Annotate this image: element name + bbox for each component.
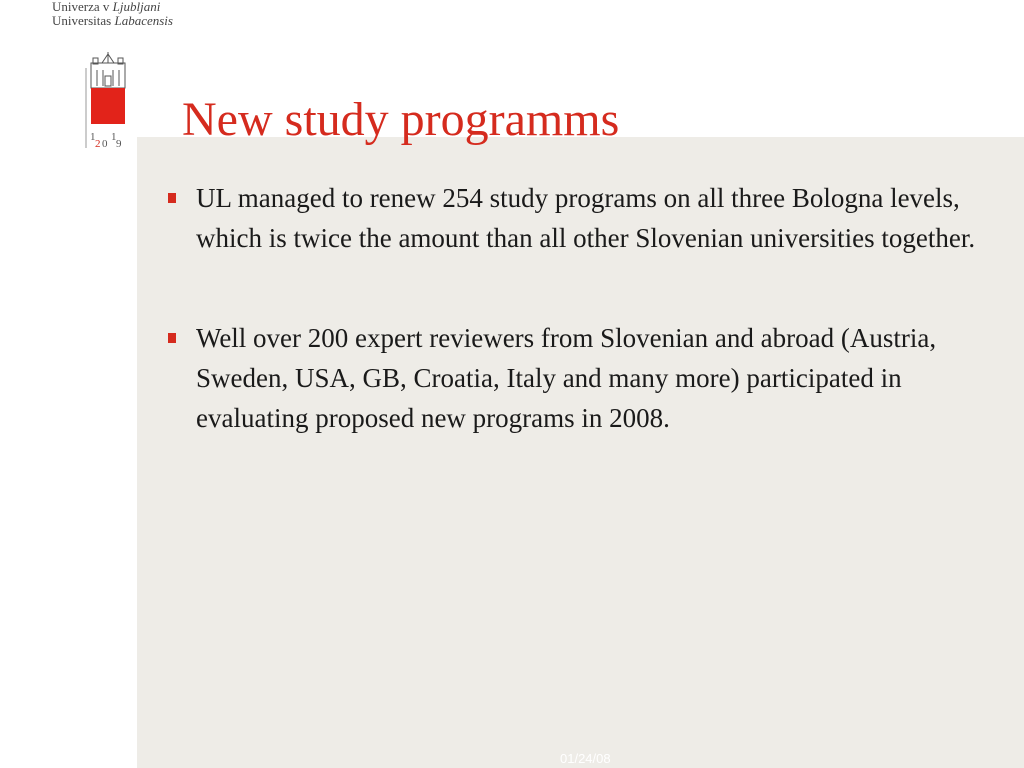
university-name-line2: Universitas Labacensis: [52, 13, 173, 28]
slide-title: New study programms: [182, 93, 620, 146]
university-crest-icon: [78, 48, 138, 158]
bullet-item: [196, 318, 996, 438]
bullet-text: Well over 200 expert reviewers from Slovenian and abroad (Austria, Sweden, USA, GB, Croatia, Italy and many more) participated in evaluating proposed new programs in 2008.: [196, 323, 937, 433]
year-digit: 2: [95, 138, 101, 150]
bullet-list: [196, 178, 996, 438]
year-digit: 9: [116, 138, 122, 150]
university-name-line1: Univerza v Ljubljani: [52, 0, 161, 14]
university-header: [52, 0, 182, 28]
bullet-marker-icon: [168, 193, 176, 203]
footer-date: 01/24/08: [560, 751, 611, 766]
bullet-item: [196, 178, 996, 258]
year-digit: 0: [102, 138, 108, 150]
year-digit: 1: [111, 131, 117, 143]
year-digit: 1: [90, 131, 96, 143]
bullet-text: UL managed to renew 254 study programs on all three Bologna levels, which is twice the amount than all other Slovenian universities together.: [196, 183, 976, 253]
bullet-marker-icon: [168, 333, 176, 343]
